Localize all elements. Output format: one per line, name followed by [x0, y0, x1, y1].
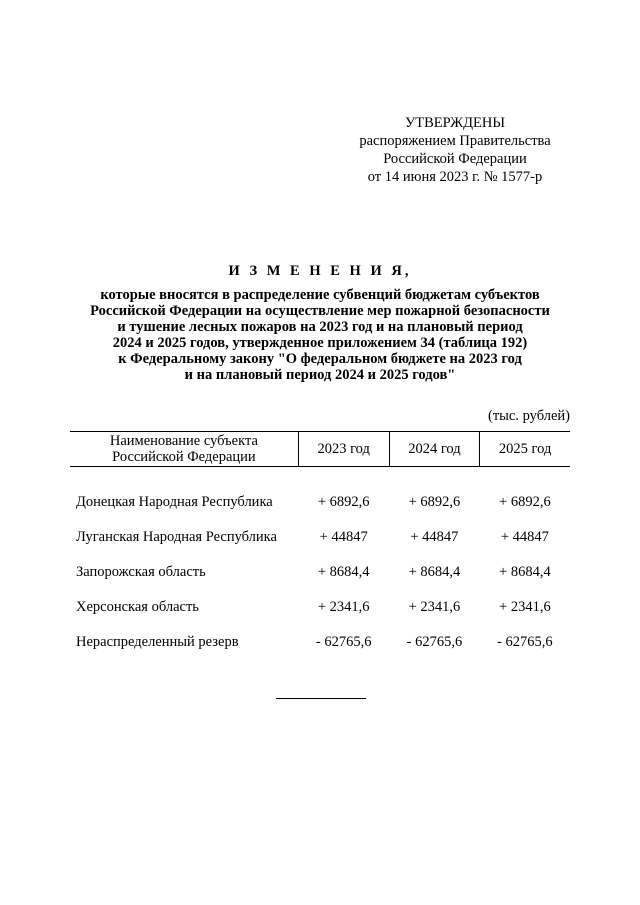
value-2023: + 6892,6 [317, 494, 370, 510]
approval-title: УТВЕРЖДЕНЫ [404, 115, 506, 131]
value-2025: + 44847 [500, 529, 549, 545]
document-title: И З М Е Н Е Н И Я, [228, 263, 412, 279]
header-2024: 2024 год [389, 432, 480, 467]
header-row [70, 432, 570, 467]
heading-line: 2024 и 2025 годов, утвержденное приложением 34 (таблица 192) [112, 335, 528, 351]
region-name: Нераспределенный резерв [76, 634, 239, 650]
closing-divider [276, 698, 366, 699]
table-header [70, 432, 570, 467]
header-region-line: Наименование субъекта [109, 433, 258, 449]
region-name: Херсонская область [76, 599, 199, 615]
units-label: (тыс. рублей) [488, 408, 570, 424]
heading-line: к Федеральному закону "О федеральном бюджете на 2023 год [118, 351, 522, 367]
value-2023: - 62765,6 [315, 634, 372, 650]
value-2024: + 44847 [410, 529, 459, 545]
subsidy-table-wrapper [70, 431, 570, 660]
value-2024: - 62765,6 [406, 634, 463, 650]
value-2024: + 6892,6 [408, 494, 461, 510]
region-name: Луганская Народная Республика [76, 529, 277, 545]
header-region-line: Российской Федерации [112, 449, 256, 465]
value-2025: + 8684,4 [499, 564, 551, 580]
header-2023: 2023 год [298, 432, 389, 467]
heading-line: которые вносятся в распределение субвенций бюджетам субъектов [100, 287, 540, 303]
header-2025: 2025 год [480, 432, 570, 467]
value-2024: + 8684,4 [408, 564, 461, 580]
document-heading [60, 263, 580, 383]
value-2023: + 44847 [319, 529, 368, 545]
region-name: Донецкая Народная Республика [76, 494, 273, 510]
approval-line: распоряжением Правительства [359, 133, 551, 149]
approval-date: от 14 июня 2023 г. № 1577-р [367, 169, 543, 185]
heading-line: Российской Федерации на осуществление мер пожарной безопасности [90, 303, 550, 319]
approval-line: Российской Федерации [383, 151, 527, 167]
value-2025: + 2341,6 [499, 599, 551, 615]
subsidy-table [70, 431, 570, 660]
table-body [70, 467, 570, 661]
table-row [70, 590, 570, 625]
region-name: Запорожская область [76, 564, 206, 580]
heading-line: и на плановый период 2024 и 2025 годов" [184, 367, 456, 383]
value-2025: + 6892,6 [499, 494, 551, 510]
table-row [70, 625, 570, 660]
table-row [70, 555, 570, 590]
value-2023: + 8684,4 [317, 564, 370, 580]
value-2025: - 62765,6 [497, 634, 553, 650]
approval-block [330, 114, 580, 186]
table-row [70, 467, 570, 521]
heading-line: и тушение лесных пожаров на 2023 год и на плановый период [117, 319, 523, 335]
table-row [70, 520, 570, 555]
header-region [70, 432, 298, 467]
value-2023: + 2341,6 [317, 599, 370, 615]
value-2024: + 2341,6 [408, 599, 461, 615]
